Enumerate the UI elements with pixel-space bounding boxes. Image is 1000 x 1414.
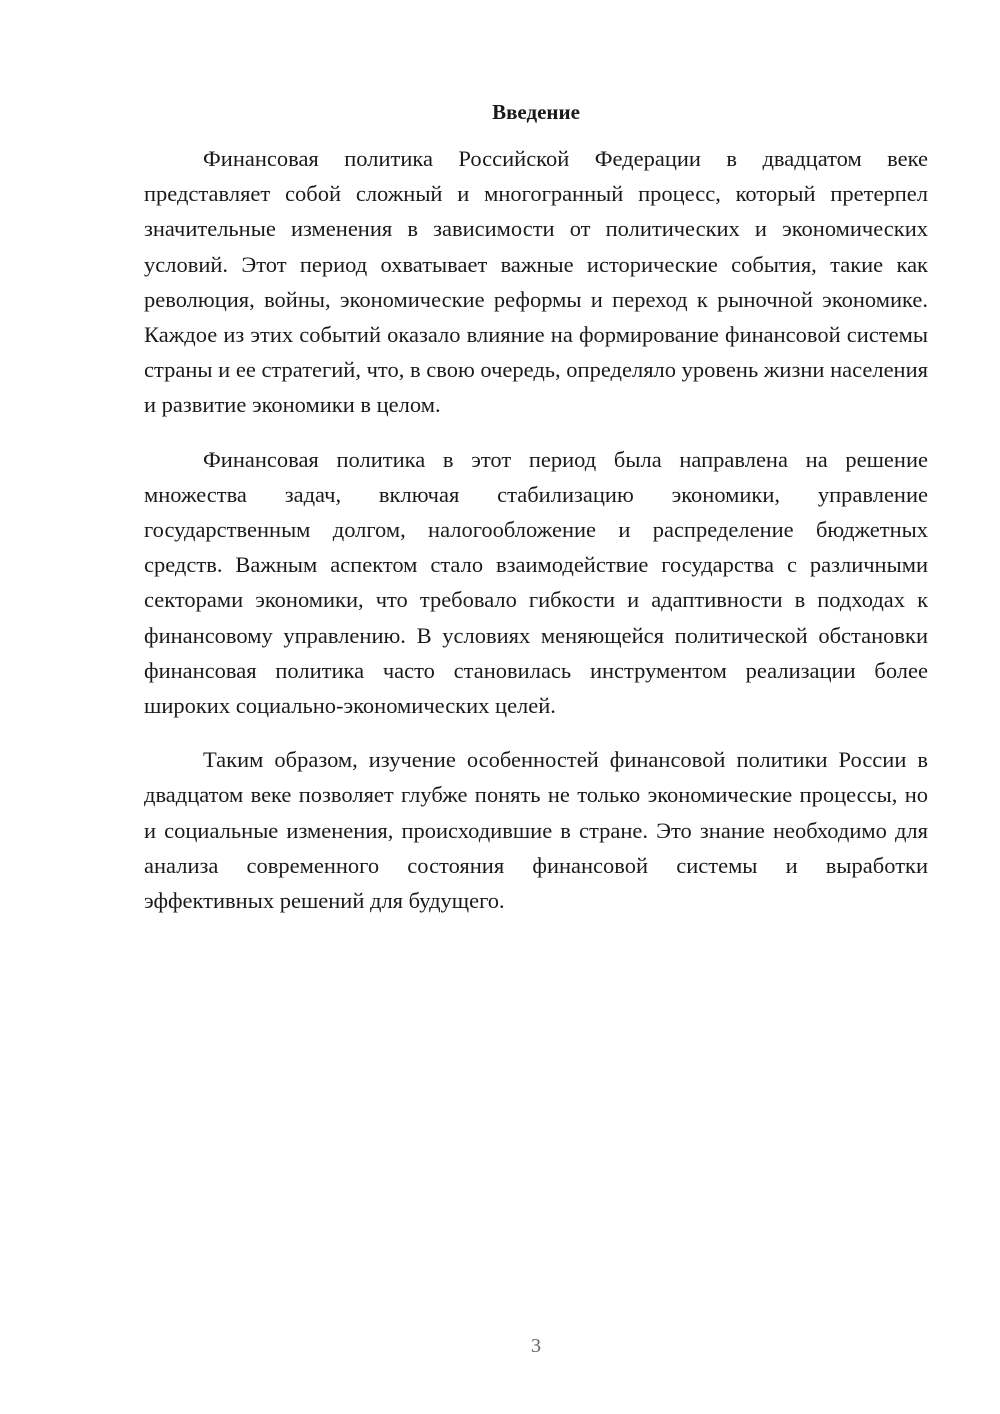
body-text (144, 141, 928, 937)
page-number: 3 (531, 1335, 541, 1357)
paragraph-3: Таким образом, изучение особенностей финансовой политики России в двадцатом веке позволяет глубже понять не только экономические процессы, но и социальные изменения, происходившие в стране. Это знание необходимо для анализа современного состояния финансовой системы и выработки эффективных решений для будущего. (144, 747, 928, 914)
section-heading: Введение (492, 100, 580, 124)
paragraph-2: Финансовая политика в этот период была направлена на решение множества задач, включая стабилизацию экономики, управление государственным долгом, налогообложение и распределение бюджетных средств. Важным аспектом стало взаимодействие государства с различными секторами экономики, что требовало гибкости и адаптивности в подходах к финансовому управлению. В условиях меняющейся политической обстановки финансовая политика часто становилась инструментом реализации более широких социально-экономических целей. (144, 446, 928, 719)
paragraph-1: Финансовая политика Российской Федерации в двадцатом веке представляет собой сложный и многогранный процесс, который претерпел значительные изменения в зависимости от политических и экономических условий. Этот период охватывает важные исторические события, такие как революция, войны, экономические реформы и переход к рыночной экономике. Каждое из этих событий оказало влияние на формирование финансовой системы страны и ее стратегий, что, в свою очередь, определяло уровень жизни населения и развитие экономики в целом. (144, 146, 928, 418)
